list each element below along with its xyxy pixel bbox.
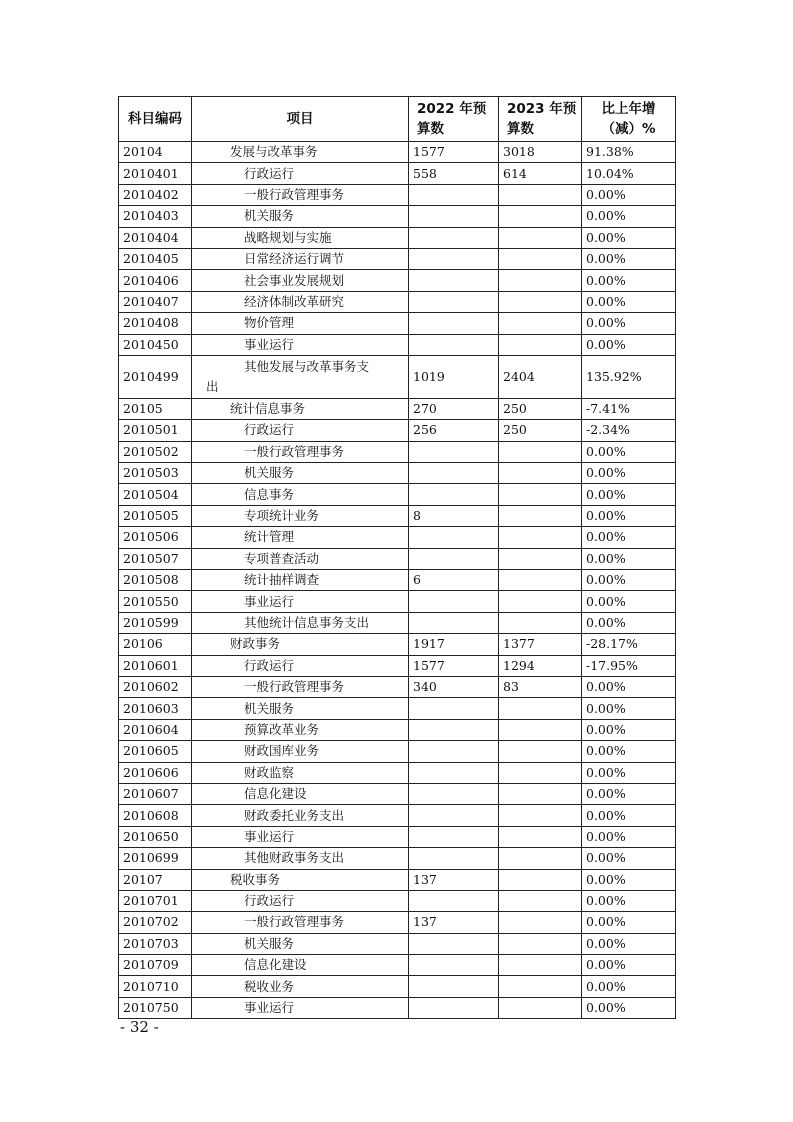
cell-change: 0.00%	[582, 912, 676, 933]
cell-budget-2022	[409, 484, 499, 505]
table-row	[119, 463, 676, 484]
cell-budget-2023	[499, 612, 582, 633]
cell-code: 2010506	[119, 527, 192, 548]
table-row	[119, 719, 676, 740]
cell-budget-2023: 3018	[499, 142, 582, 163]
cell-code: 2010701	[119, 890, 192, 911]
cell-name: 一般行政管理事务	[192, 912, 409, 933]
cell-budget-2023	[499, 890, 582, 911]
cell-budget-2022: 1577	[409, 142, 499, 163]
cell-change: -7.41%	[582, 398, 676, 419]
cell-budget-2022: 256	[409, 420, 499, 441]
cell-budget-2023	[499, 826, 582, 847]
table-row	[119, 398, 676, 419]
cell-budget-2023	[499, 313, 582, 334]
cell-budget-2022	[409, 548, 499, 569]
table-row	[119, 826, 676, 847]
cell-budget-2023	[499, 591, 582, 612]
cell-code: 2010408	[119, 313, 192, 334]
header-change: 比上年增（减）%	[582, 97, 676, 142]
cell-code: 2010401	[119, 163, 192, 184]
cell-change: 0.00%	[582, 676, 676, 697]
cell-change: 10.04%	[582, 163, 676, 184]
cell-name: 信息化建设	[192, 783, 409, 804]
cell-code: 2010603	[119, 698, 192, 719]
cell-change: 0.00%	[582, 869, 676, 890]
cell-name: 专项普查活动	[192, 548, 409, 569]
cell-change: 0.00%	[582, 227, 676, 248]
cell-budget-2023	[499, 484, 582, 505]
cell-budget-2023: 1294	[499, 655, 582, 676]
cell-budget-2023	[499, 463, 582, 484]
cell-change: 0.00%	[582, 441, 676, 462]
cell-code: 2010504	[119, 484, 192, 505]
cell-budget-2022	[409, 527, 499, 548]
cell-change: 0.00%	[582, 826, 676, 847]
cell-code: 2010503	[119, 463, 192, 484]
cell-change: 0.00%	[582, 612, 676, 633]
cell-budget-2022	[409, 291, 499, 312]
cell-code: 2010499	[119, 355, 192, 398]
cell-name: 经济体制改革研究	[192, 291, 409, 312]
cell-name: 发展与改革事务	[192, 142, 409, 163]
cell-change: -2.34%	[582, 420, 676, 441]
table-row	[119, 762, 676, 783]
cell-code: 2010601	[119, 655, 192, 676]
cell-code: 2010650	[119, 826, 192, 847]
cell-change: 0.00%	[582, 719, 676, 740]
cell-change: 0.00%	[582, 805, 676, 826]
table-row	[119, 527, 676, 548]
cell-budget-2023	[499, 248, 582, 269]
cell-change: 0.00%	[582, 955, 676, 976]
cell-budget-2022	[409, 591, 499, 612]
cell-code: 2010505	[119, 505, 192, 526]
cell-budget-2022	[409, 270, 499, 291]
cell-name: 统计信息事务	[192, 398, 409, 419]
table-row	[119, 869, 676, 890]
table-row	[119, 355, 676, 398]
cell-budget-2023: 614	[499, 163, 582, 184]
table-row	[119, 612, 676, 633]
table-row	[119, 955, 676, 976]
cell-code: 2010599	[119, 612, 192, 633]
cell-name: 一般行政管理事务	[192, 441, 409, 462]
cell-budget-2022	[409, 441, 499, 462]
cell-change: 0.00%	[582, 248, 676, 269]
cell-budget-2023	[499, 719, 582, 740]
cell-budget-2022	[409, 612, 499, 633]
cell-budget-2022	[409, 227, 499, 248]
header-budget-2023: 2023 年预算数	[499, 97, 582, 142]
cell-budget-2023	[499, 206, 582, 227]
cell-change: 0.00%	[582, 591, 676, 612]
cell-name: 信息化建设	[192, 955, 409, 976]
cell-name: 统计管理	[192, 527, 409, 548]
cell-budget-2023	[499, 955, 582, 976]
cell-name: 财政事务	[192, 634, 409, 655]
cell-code: 2010710	[119, 976, 192, 997]
table-row	[119, 184, 676, 205]
cell-code: 2010550	[119, 591, 192, 612]
table-row	[119, 890, 676, 911]
table-row	[119, 420, 676, 441]
table-row	[119, 591, 676, 612]
table-row	[119, 912, 676, 933]
cell-name: 财政监察	[192, 762, 409, 783]
table-row	[119, 783, 676, 804]
cell-code: 2010404	[119, 227, 192, 248]
cell-budget-2022	[409, 719, 499, 740]
table-row	[119, 848, 676, 869]
table-row	[119, 570, 676, 591]
table-row	[119, 741, 676, 762]
table-row	[119, 291, 676, 312]
cell-change: 0.00%	[582, 270, 676, 291]
cell-name: 机关服务	[192, 206, 409, 227]
cell-budget-2023	[499, 869, 582, 890]
cell-budget-2023	[499, 848, 582, 869]
cell-budget-2023: 2404	[499, 355, 582, 398]
cell-code: 2010608	[119, 805, 192, 826]
cell-code: 2010406	[119, 270, 192, 291]
table-row	[119, 505, 676, 526]
cell-code: 2010750	[119, 997, 192, 1018]
cell-budget-2023	[499, 570, 582, 591]
cell-budget-2023	[499, 762, 582, 783]
cell-budget-2022: 1577	[409, 655, 499, 676]
cell-name: 财政国库业务	[192, 741, 409, 762]
cell-budget-2023	[499, 997, 582, 1018]
table-row	[119, 698, 676, 719]
cell-budget-2022	[409, 334, 499, 355]
cell-budget-2022: 558	[409, 163, 499, 184]
cell-change: 0.00%	[582, 890, 676, 911]
cell-budget-2023	[499, 912, 582, 933]
cell-budget-2022	[409, 890, 499, 911]
table-body	[119, 142, 676, 1019]
table-row	[119, 227, 676, 248]
cell-budget-2022	[409, 463, 499, 484]
table-row	[119, 313, 676, 334]
table-row	[119, 933, 676, 954]
cell-change: 135.92%	[582, 355, 676, 398]
cell-budget-2023	[499, 527, 582, 548]
table-row	[119, 997, 676, 1018]
cell-code: 20106	[119, 634, 192, 655]
cell-name: 事业运行	[192, 997, 409, 1018]
header-budget-2022: 2022 年预算数	[409, 97, 499, 142]
cell-change: 0.00%	[582, 291, 676, 312]
cell-change: 0.00%	[582, 184, 676, 205]
cell-budget-2022: 1917	[409, 634, 499, 655]
cell-budget-2023: 250	[499, 420, 582, 441]
cell-budget-2023	[499, 783, 582, 804]
cell-name: 战略规划与实施	[192, 227, 409, 248]
table-row	[119, 248, 676, 269]
cell-budget-2022	[409, 933, 499, 954]
cell-code: 2010405	[119, 248, 192, 269]
cell-budget-2022	[409, 783, 499, 804]
cell-code: 20105	[119, 398, 192, 419]
cell-code: 2010403	[119, 206, 192, 227]
cell-budget-2022	[409, 997, 499, 1018]
cell-code: 2010507	[119, 548, 192, 569]
cell-name: 行政运行	[192, 420, 409, 441]
cell-budget-2023	[499, 334, 582, 355]
cell-code: 2010607	[119, 783, 192, 804]
cell-change: 0.00%	[582, 762, 676, 783]
cell-code: 2010508	[119, 570, 192, 591]
cell-name: 机关服务	[192, 463, 409, 484]
table-row	[119, 441, 676, 462]
table-row	[119, 270, 676, 291]
cell-change: -28.17%	[582, 634, 676, 655]
cell-change: -17.95%	[582, 655, 676, 676]
cell-code: 2010703	[119, 933, 192, 954]
cell-change: 0.00%	[582, 848, 676, 869]
cell-code: 2010402	[119, 184, 192, 205]
cell-budget-2023	[499, 270, 582, 291]
cell-code: 2010709	[119, 955, 192, 976]
table-row	[119, 548, 676, 569]
cell-name: 税收事务	[192, 869, 409, 890]
cell-name: 一般行政管理事务	[192, 676, 409, 697]
cell-code: 2010450	[119, 334, 192, 355]
cell-code: 2010602	[119, 676, 192, 697]
cell-name: 预算改革业务	[192, 719, 409, 740]
cell-budget-2022: 6	[409, 570, 499, 591]
header-name: 项目	[192, 97, 409, 142]
table-row	[119, 634, 676, 655]
cell-name: 一般行政管理事务	[192, 184, 409, 205]
cell-name: 其他统计信息事务支出	[192, 612, 409, 633]
cell-name: 事业运行	[192, 826, 409, 847]
cell-code: 2010501	[119, 420, 192, 441]
table-row	[119, 976, 676, 997]
cell-budget-2023	[499, 441, 582, 462]
cell-budget-2022	[409, 976, 499, 997]
cell-change: 0.00%	[582, 997, 676, 1018]
cell-budget-2022: 137	[409, 869, 499, 890]
cell-name: 财政委托业务支出	[192, 805, 409, 826]
cell-code: 2010604	[119, 719, 192, 740]
cell-budget-2023	[499, 548, 582, 569]
cell-budget-2023: 1377	[499, 634, 582, 655]
cell-name: 事业运行	[192, 334, 409, 355]
cell-code: 2010502	[119, 441, 192, 462]
cell-budget-2023	[499, 184, 582, 205]
cell-budget-2022: 340	[409, 676, 499, 697]
cell-budget-2022	[409, 184, 499, 205]
table-header-row	[119, 97, 676, 142]
cell-name: 机关服务	[192, 933, 409, 954]
cell-change: 0.00%	[582, 206, 676, 227]
cell-budget-2023	[499, 505, 582, 526]
cell-name: 行政运行	[192, 655, 409, 676]
page-number: - 32 -	[120, 1018, 159, 1036]
cell-name: 信息事务	[192, 484, 409, 505]
cell-name: 物价管理	[192, 313, 409, 334]
cell-name: 行政运行	[192, 890, 409, 911]
table-row	[119, 484, 676, 505]
cell-budget-2022: 137	[409, 912, 499, 933]
cell-change: 0.00%	[582, 313, 676, 334]
cell-name: 税收业务	[192, 976, 409, 997]
cell-name: 其他财政事务支出	[192, 848, 409, 869]
cell-budget-2022: 8	[409, 505, 499, 526]
cell-change: 0.00%	[582, 505, 676, 526]
cell-name-wrap: 出	[206, 378, 219, 394]
cell-change: 0.00%	[582, 334, 676, 355]
cell-budget-2022: 270	[409, 398, 499, 419]
cell-change: 0.00%	[582, 527, 676, 548]
header-code: 科目编码	[119, 97, 192, 142]
cell-budget-2022	[409, 206, 499, 227]
cell-budget-2022	[409, 762, 499, 783]
cell-budget-2023	[499, 291, 582, 312]
cell-code: 2010605	[119, 741, 192, 762]
cell-name: 统计抽样调查	[192, 570, 409, 591]
cell-change: 0.00%	[582, 484, 676, 505]
table-row	[119, 206, 676, 227]
cell-code: 2010407	[119, 291, 192, 312]
cell-budget-2022	[409, 741, 499, 762]
cell-budget-2023	[499, 698, 582, 719]
cell-change: 0.00%	[582, 570, 676, 591]
cell-budget-2023	[499, 741, 582, 762]
budget-table	[118, 96, 676, 1019]
cell-budget-2023	[499, 933, 582, 954]
cell-change: 0.00%	[582, 548, 676, 569]
table-row	[119, 805, 676, 826]
cell-budget-2022	[409, 313, 499, 334]
cell-budget-2022	[409, 805, 499, 826]
cell-budget-2023	[499, 805, 582, 826]
table-row	[119, 676, 676, 697]
cell-name: 行政运行	[192, 163, 409, 184]
cell-budget-2022	[409, 848, 499, 869]
cell-name: 日常经济运行调节	[192, 248, 409, 269]
cell-budget-2022	[409, 248, 499, 269]
cell-budget-2022	[409, 826, 499, 847]
cell-name-line: 其他发展与改革事务支	[244, 358, 370, 374]
cell-name	[192, 355, 409, 398]
cell-budget-2023: 250	[499, 398, 582, 419]
cell-name: 机关服务	[192, 698, 409, 719]
cell-change: 0.00%	[582, 741, 676, 762]
cell-code: 2010606	[119, 762, 192, 783]
cell-change: 0.00%	[582, 698, 676, 719]
table-row	[119, 163, 676, 184]
cell-budget-2023	[499, 976, 582, 997]
cell-code: 20104	[119, 142, 192, 163]
cell-code: 20107	[119, 869, 192, 890]
cell-code: 2010699	[119, 848, 192, 869]
cell-change: 91.38%	[582, 142, 676, 163]
cell-name: 专项统计业务	[192, 505, 409, 526]
cell-change: 0.00%	[582, 463, 676, 484]
cell-budget-2022: 1019	[409, 355, 499, 398]
table-row	[119, 655, 676, 676]
cell-name: 事业运行	[192, 591, 409, 612]
cell-budget-2023	[499, 227, 582, 248]
cell-budget-2023: 83	[499, 676, 582, 697]
table-row	[119, 142, 676, 163]
cell-name: 社会事业发展规划	[192, 270, 409, 291]
cell-budget-2022	[409, 955, 499, 976]
cell-code: 2010702	[119, 912, 192, 933]
table-row	[119, 334, 676, 355]
cell-change: 0.00%	[582, 933, 676, 954]
cell-change: 0.00%	[582, 783, 676, 804]
cell-change: 0.00%	[582, 976, 676, 997]
cell-budget-2022	[409, 698, 499, 719]
